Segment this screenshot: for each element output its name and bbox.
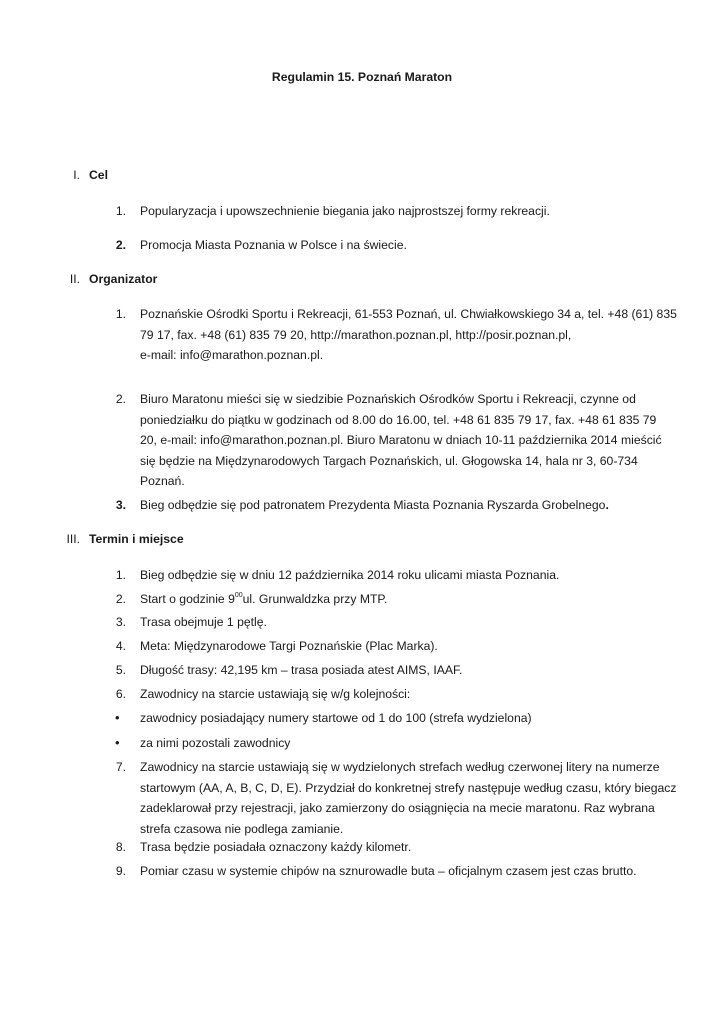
item-text: Pomiar czasu w systemie chipów na sznurowadle buta – oficjalnym czasem jest czas brutto. (140, 864, 637, 878)
start-time-text: Start o godzinie 9 (140, 592, 235, 606)
item-text (140, 589, 680, 610)
item-number: 3. (115, 498, 126, 512)
item-number: 1. (115, 307, 126, 321)
item-number: 1. (115, 204, 126, 218)
text-line: Poznańskie Ośrodki Sportu i Rekreacji, 61-553 Poznań, ul. Chwiałkowskiego 34 a, tel. +48 (61) 835 (140, 307, 677, 321)
item-number: 3. (115, 615, 126, 629)
item-number: 4. (115, 639, 126, 653)
document-title: Regulamin 15. Poznań Maraton (271, 70, 453, 84)
item-text: Popularyzacja i upowszechnienie biegania jako najprostszej formy rekreacji. (140, 204, 550, 218)
text-line: 79 17, fax. +48 (61) 835 79 20, http://marathon.poznan.pl, http://posir.poznan.pl, (140, 327, 572, 342)
item-text (140, 495, 680, 516)
section-number: II. (69, 272, 80, 286)
item-number: 8. (115, 840, 126, 854)
section-label: Organizator (89, 272, 158, 286)
item-text-end: . (605, 498, 609, 512)
item-number: 7. (115, 760, 126, 774)
item-number: 5. (115, 663, 126, 677)
text-line: Biuro Maratonu mieści się w siedzibie Poznańskich Ośrodków Sportu i Rekreacji, czynne od (140, 392, 636, 406)
section-number: I. (73, 168, 80, 182)
item-text: Zawodnicy na starcie ustawiają się w/g kolejności: (140, 687, 411, 701)
text-line: Zawodnicy na starcie ustawiają się w wydzielonych strefach według czerwonej litery na numerze (140, 760, 660, 774)
text-line: strefa czasowa nie podlega zamianie. (140, 821, 344, 836)
item-text: Trasa obejmuje 1 pętlę. (140, 615, 267, 629)
item-number: 2. (115, 238, 126, 252)
item-text: Promocja Miasta Poznania w Polsce i na świecie. (140, 238, 407, 252)
text-line: 20, e-mail: info@marathon.poznan.pl. Biuro Maratonu w dniach 10-11 października 2014 mieścić (140, 433, 662, 447)
item-number: 1. (115, 568, 126, 582)
item-text (140, 304, 680, 366)
item-text: Meta: Międzynarodowe Targi Poznańskie (Plac Marka). (140, 639, 438, 653)
bullet-text: zawodnicy posiadający numery startowe od 1 do 100 (strefa wydzielona) (140, 711, 532, 725)
item-number: 2. (115, 392, 126, 406)
item-text: Bieg odbędzie się w dniu 12 października 2014 roku ulicami miasta Poznania. (140, 568, 560, 582)
bullet-icon: • (115, 710, 120, 725)
text-line: poniedziałku do piątku w godzinach od 8.00 do 16.00, tel. +48 61 835 79 17, fax. +48 61 835 79 (140, 412, 657, 427)
text-line: e-mail: info@marathon.poznan.pl. (140, 348, 324, 362)
bullet-icon: • (115, 735, 120, 750)
bullet-text: za nimi pozostali zawodnicy (140, 736, 291, 750)
item-text: Długość trasy: 42,195 km – trasa posiada atest AIMS, IAAF. (140, 663, 463, 677)
section-label: Termin i miejsce (89, 532, 184, 546)
start-location-text: ul. Grunwaldzka przy MTP. (242, 592, 388, 606)
item-number: 6. (115, 687, 126, 701)
item-text-body: Bieg odbędzie się pod patronatem Prezydenta Miasta Poznania Ryszarda Grobelnego (140, 498, 606, 512)
text-line: zadeklarował przy rejestracji, jako zamierzony do osiągnięcia na mecie maratonu. Raz wybrana (140, 801, 655, 815)
item-number: 9. (115, 864, 126, 878)
section-label: Cel (89, 168, 108, 182)
item-text (140, 389, 680, 492)
item-text: Trasa będzie posiadała oznaczony każdy kilometr. (140, 840, 412, 854)
section-number: III. (66, 532, 80, 546)
item-text (140, 757, 680, 839)
start-time-minutes: 00 (234, 592, 243, 599)
text-line: Poznań. (140, 474, 185, 488)
item-number: 2. (115, 592, 126, 606)
text-line: się będzie na Międzynarodowych Targach Poznańskich, ul. Głogowska 14, hala nr 3, 60-734 (140, 453, 638, 468)
text-line: startowym (AA, A, B, C, D, E). Przydział do konkretnej strefy następuje według czasu, który biegacz (140, 780, 677, 795)
